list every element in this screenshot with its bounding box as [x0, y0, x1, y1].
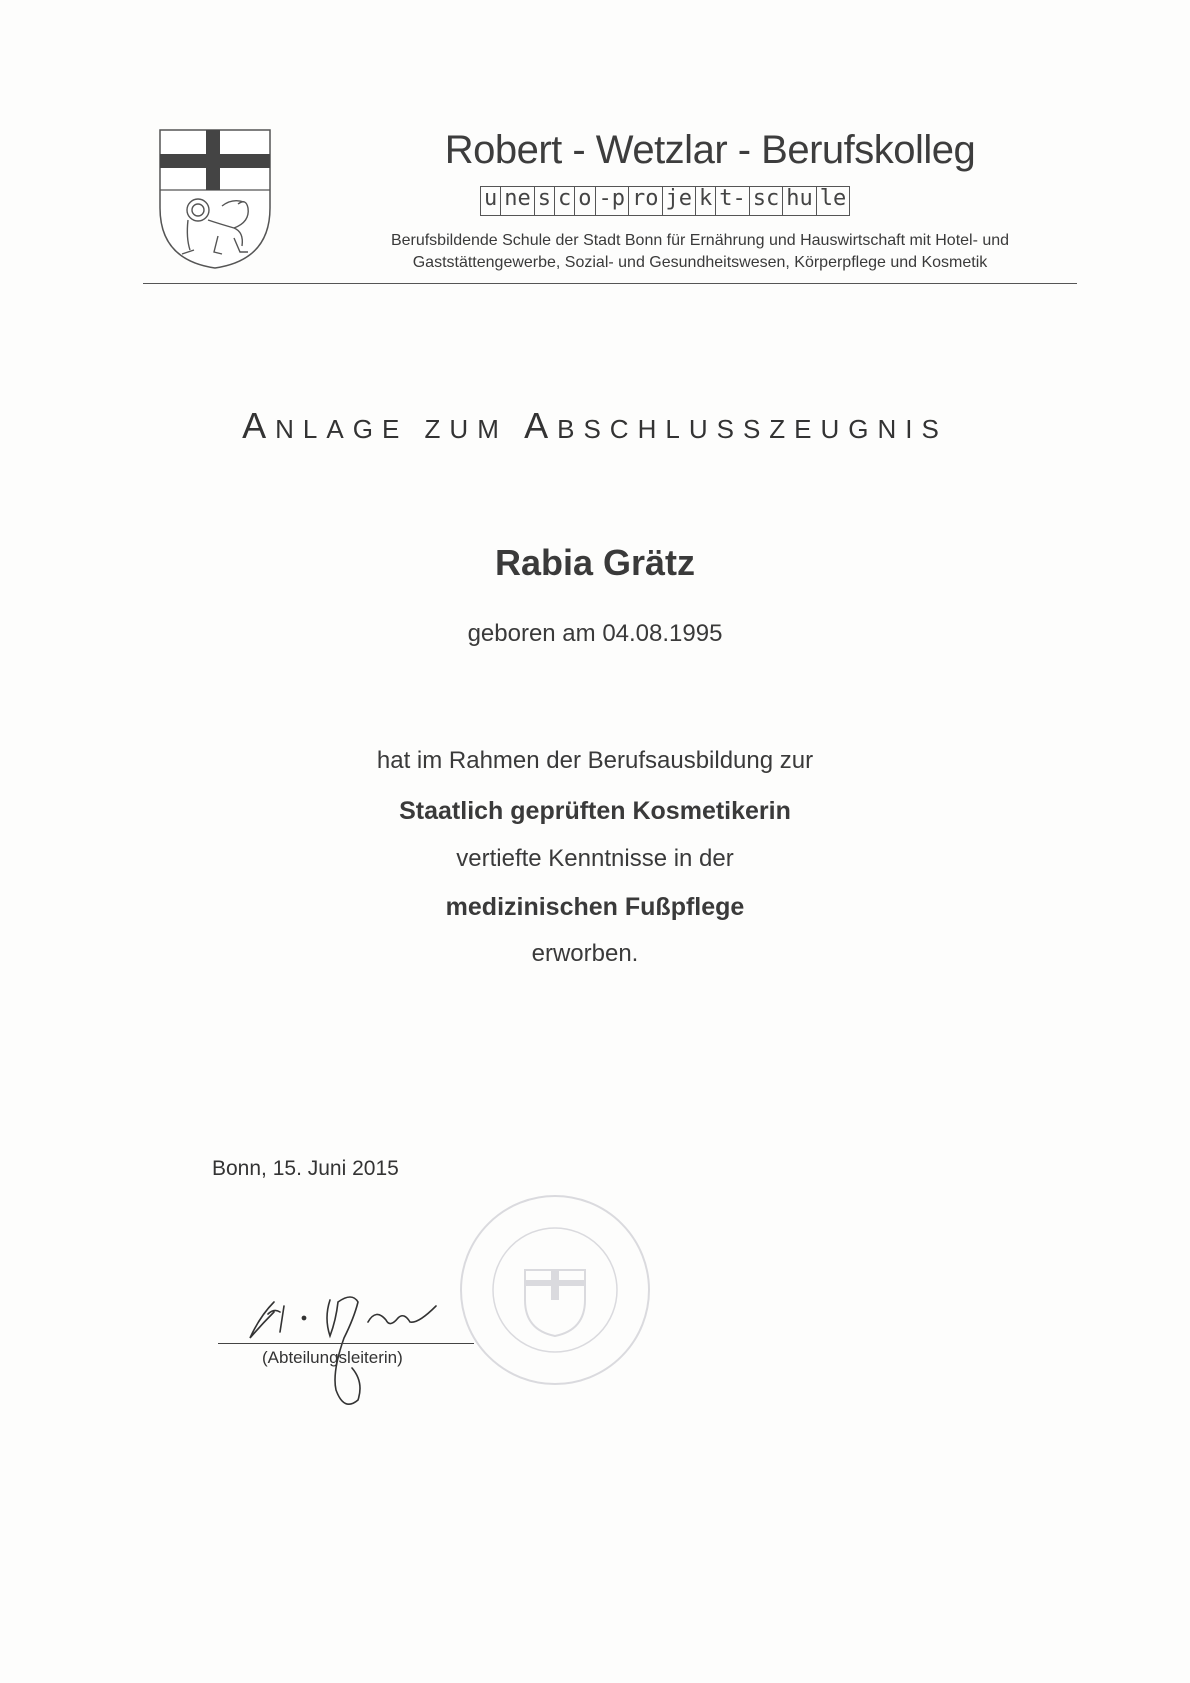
unesco-char: s: [534, 186, 555, 216]
signature: [240, 1272, 480, 1422]
unesco-char: u: [480, 186, 501, 216]
qualification: Staatlich geprüften Kosmetikerin: [399, 797, 791, 825]
title-initial: A: [524, 405, 558, 446]
unesco-char: c: [554, 186, 575, 216]
title-word: ZUM: [424, 414, 508, 444]
body-line-3: vertiefte Kenntnisse in der: [456, 845, 734, 872]
school-seal-stamp: [455, 1190, 655, 1390]
unesco-char: le: [816, 186, 851, 216]
unesco-char: ro: [628, 186, 663, 216]
signature-line: [218, 1343, 474, 1344]
title-word: BSCHLUSSZEUGNIS: [557, 414, 948, 444]
unesco-char: sc: [749, 186, 784, 216]
title-initial: A: [242, 405, 276, 446]
unesco-char: o: [574, 186, 595, 216]
body-line-1: hat im Rahmen der Berufsausbildung zur: [376, 747, 814, 774]
subtitle-line-2: Gaststättengewerbe, Sozial- und Gesundheitswesen, Körperpflege und Kosmetik: [412, 254, 988, 271]
school-subtitle: [340, 230, 1060, 274]
coat-of-arms-icon: [158, 128, 272, 270]
unesco-char: ne: [500, 186, 535, 216]
birth-date: geboren am 04.08.1995: [467, 620, 723, 647]
unesco-char: -p: [595, 186, 630, 216]
title-word: NLAGE: [275, 414, 409, 444]
unesco-char: hu: [782, 186, 817, 216]
school-name: Robert - Wetzlar - Berufskolleg: [444, 128, 976, 172]
body-line-5: erworben.: [531, 940, 639, 967]
unesco-char: je: [662, 186, 697, 216]
signature-label: (Abteilungsleiterin): [262, 1348, 403, 1367]
unesco-char: t-: [715, 186, 750, 216]
specialization: medizinischen Fußpflege: [445, 893, 745, 921]
unesco-char: k: [695, 186, 716, 216]
subtitle-line-1: Berufsbildende Schule der Stadt Bonn für Ernährung und Hauswirtschaft mit Hotel- und: [390, 232, 1010, 249]
document-title: [0, 405, 1190, 447]
place-and-date: Bonn, 15. Juni 2015: [212, 1157, 399, 1180]
unesco-project-school-label: [480, 186, 849, 216]
header-divider: [143, 283, 1077, 284]
holder-name: Rabia Grätz: [494, 542, 696, 583]
